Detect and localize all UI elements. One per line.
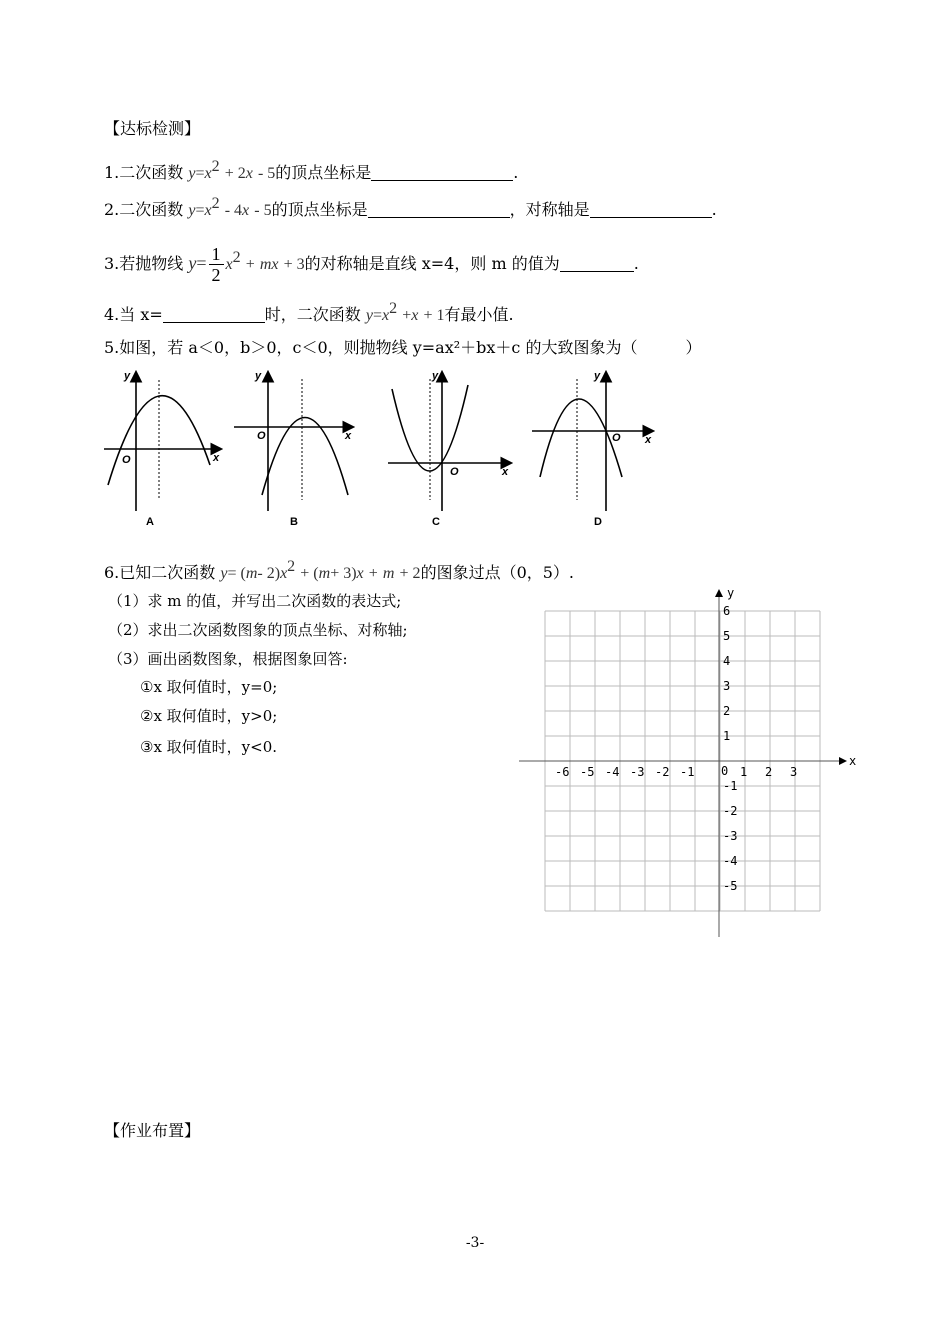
q6-x2: x [356,565,364,582]
q2-end: . [711,200,717,219]
q3-x: x [225,256,233,273]
figure-a [104,370,220,528]
q2-prefix: 二次函数 [119,200,184,219]
q6-y: y [220,565,228,582]
fig-c-label: C [432,516,440,528]
q1-prefix: 二次函数 [119,163,184,182]
question-1 [104,156,518,185]
fig-d-label: D [594,516,602,528]
grid-x-tick: -2 [655,765,670,779]
q6-part-3a: ①x 取何值时，y=0; [140,678,278,696]
q3-end: . [633,254,639,273]
q1-sq: 2 [211,158,220,175]
grid-y-tick: -4 [723,854,738,868]
grid-axis-y-label: y [727,586,735,600]
grid-y-tick: -1 [723,779,738,793]
q3-m: m [259,256,272,273]
q6-prefix: 已知二次函数 [119,563,216,582]
fig-d-axis-x: x [645,434,652,446]
q3-answer-blank[interactable] [560,255,634,272]
q4-sq: 2 [389,300,398,317]
q4-prefix: 当 x= [119,305,163,324]
grid-y-tick: -5 [723,879,738,893]
q2-vertex-blank[interactable] [368,201,510,218]
q4-x: x [382,307,390,324]
q6-sq: 2 [287,558,296,575]
grid-y-tick: 3 [723,679,731,693]
q6-suffix: 的图象过点（0，5）. [420,563,575,582]
grid-y-tick: -3 [723,829,738,843]
figure-c [388,370,510,528]
q1-suffix: 的顶点坐标是 [275,163,372,182]
q4-number: 4. [104,305,120,324]
grid-x-tick: 3 [790,765,798,779]
grid-x-tick: -5 [580,765,595,779]
grid-y-tick: 6 [723,604,731,618]
page-number: -3- [465,1235,485,1251]
q3-prefix: 若抛物线 [119,254,184,273]
fig-b-origin: O [257,430,266,442]
q3-plus1: + [245,256,255,273]
q2-sq: 2 [211,195,220,212]
q3-number: 3. [104,254,120,273]
q2-term2: - 5 [254,202,272,219]
fig-b-axis-x: x [345,430,352,442]
q1-term1: + 2 [224,165,246,182]
grid-x-tick: -6 [555,765,570,779]
q3-suffix: 的对称轴是直线 x=4，则 m 的值为 [304,254,560,273]
q2-x2: x [242,202,250,219]
q1-eq: = [195,165,205,182]
grid-y-tick: 4 [723,654,731,668]
fig-a-axis-y: y [124,370,131,382]
question-2 [104,193,717,222]
q4-x2: x [411,307,419,324]
q2-term1: - 4 [224,202,243,219]
fig-a-axis-x: x [213,452,220,464]
q2-number: 2. [104,200,120,219]
q6-m3: m [382,565,395,582]
question-6 [104,556,574,585]
fig-d-axis-y: y [594,370,601,382]
fig-c-origin: O [450,466,459,478]
grid-x-tick: 2 [765,765,773,779]
grid-x-tick: 1 [740,765,748,779]
figure-d [532,370,652,528]
grid-y-tick: 5 [723,629,731,643]
q1-answer-blank[interactable] [371,164,513,181]
q3-frac-den: 2 [211,265,221,285]
q6-t5: + 2 [399,565,421,582]
q6-part-3b: ②x 取何值时，y>0; [140,707,278,725]
q3-y: y [188,253,197,273]
section-title-assessment: 【达标检测】 [104,119,201,138]
grid-y-tick: 2 [723,704,731,718]
q3-frac-num: 1 [209,244,224,265]
grid-labels [555,604,797,893]
figure-b [234,370,352,528]
q4-y: y [365,307,374,324]
fig-c-axis-x: x [502,466,509,478]
q6-t4: + [368,565,378,582]
grid-y-tick: -2 [723,804,738,818]
q5-text: 如图，若 a＜0，b＞0，c＜0，则抛物线 y=ax²＋bx＋c 的大致图象为（ ） [119,338,702,357]
q5-number: 5. [104,338,120,357]
q6-x: x [280,565,288,582]
fig-d-origin: O [612,432,621,444]
q6-part-3: （3）画出函数图象，根据图象回答: [108,650,348,668]
q3-x2: x [271,256,279,273]
fig-b-axis-y: y [255,370,262,382]
grid-x-tick: -4 [605,765,620,779]
q3-sq: 2 [232,249,241,266]
section-title-homework: 【作业布置】 [104,1121,201,1140]
q1-number: 1. [104,163,120,182]
q6-m1: m [245,565,258,582]
grid-y-tick: 1 [723,729,731,743]
q4-term2: + 1 [423,307,445,324]
coordinate-grid [515,585,865,945]
q6-eq: = ( [227,565,246,582]
q2-x: x [204,202,212,219]
q4-mid: 时，二次函数 [264,305,361,324]
q5-figures [100,365,660,533]
grid-axis-x-label: x [849,754,857,768]
q4-eq: = [373,307,383,324]
q1-x: x [204,165,212,182]
q6-part-3c: ③x 取何值时，y<0. [140,738,278,756]
q1-term2: - 5 [257,165,276,182]
q3-plus2: + 3 [283,256,305,273]
q4-suffix: 有最小值. [444,305,514,324]
q6-number: 6. [104,563,120,582]
question-4 [104,298,514,327]
q6-t1: - 2) [257,565,281,582]
question-5 [104,337,701,359]
grid-x-tick: -3 [630,765,645,779]
q2-mid: 的顶点坐标是 [271,200,368,219]
q1-y: y [188,165,196,182]
q1-x2: x [245,165,253,182]
q2-y: y [188,202,196,219]
q3-eq: = [196,253,207,273]
question-3 [104,236,639,287]
fig-c-axis-y: y [432,370,439,382]
q1-end: . [513,163,519,182]
q2-axis-blank[interactable] [590,201,712,218]
fig-b-label: B [290,516,298,528]
q4-answer-blank[interactable] [163,306,265,323]
q6-part-1: （1）求 m 的值，并写出二次函数的表达式; [108,592,402,610]
fig-a-origin: O [122,454,131,466]
q2-eq: = [195,202,205,219]
grid-x-tick: -1 [680,765,695,779]
q4-term1: + [402,307,412,324]
q6-t3: + 3) [330,565,357,582]
q6-m2: m [318,565,331,582]
fig-a-label: A [146,516,154,528]
q6-t2: + ( [300,565,319,582]
q2-mid2: ，对称轴是 [509,200,590,219]
q3-fraction [209,244,224,285]
q6-part-2: （2）求出二次函数图象的顶点坐标、对称轴; [108,621,408,639]
grid-origin-label: 0 [721,764,729,778]
